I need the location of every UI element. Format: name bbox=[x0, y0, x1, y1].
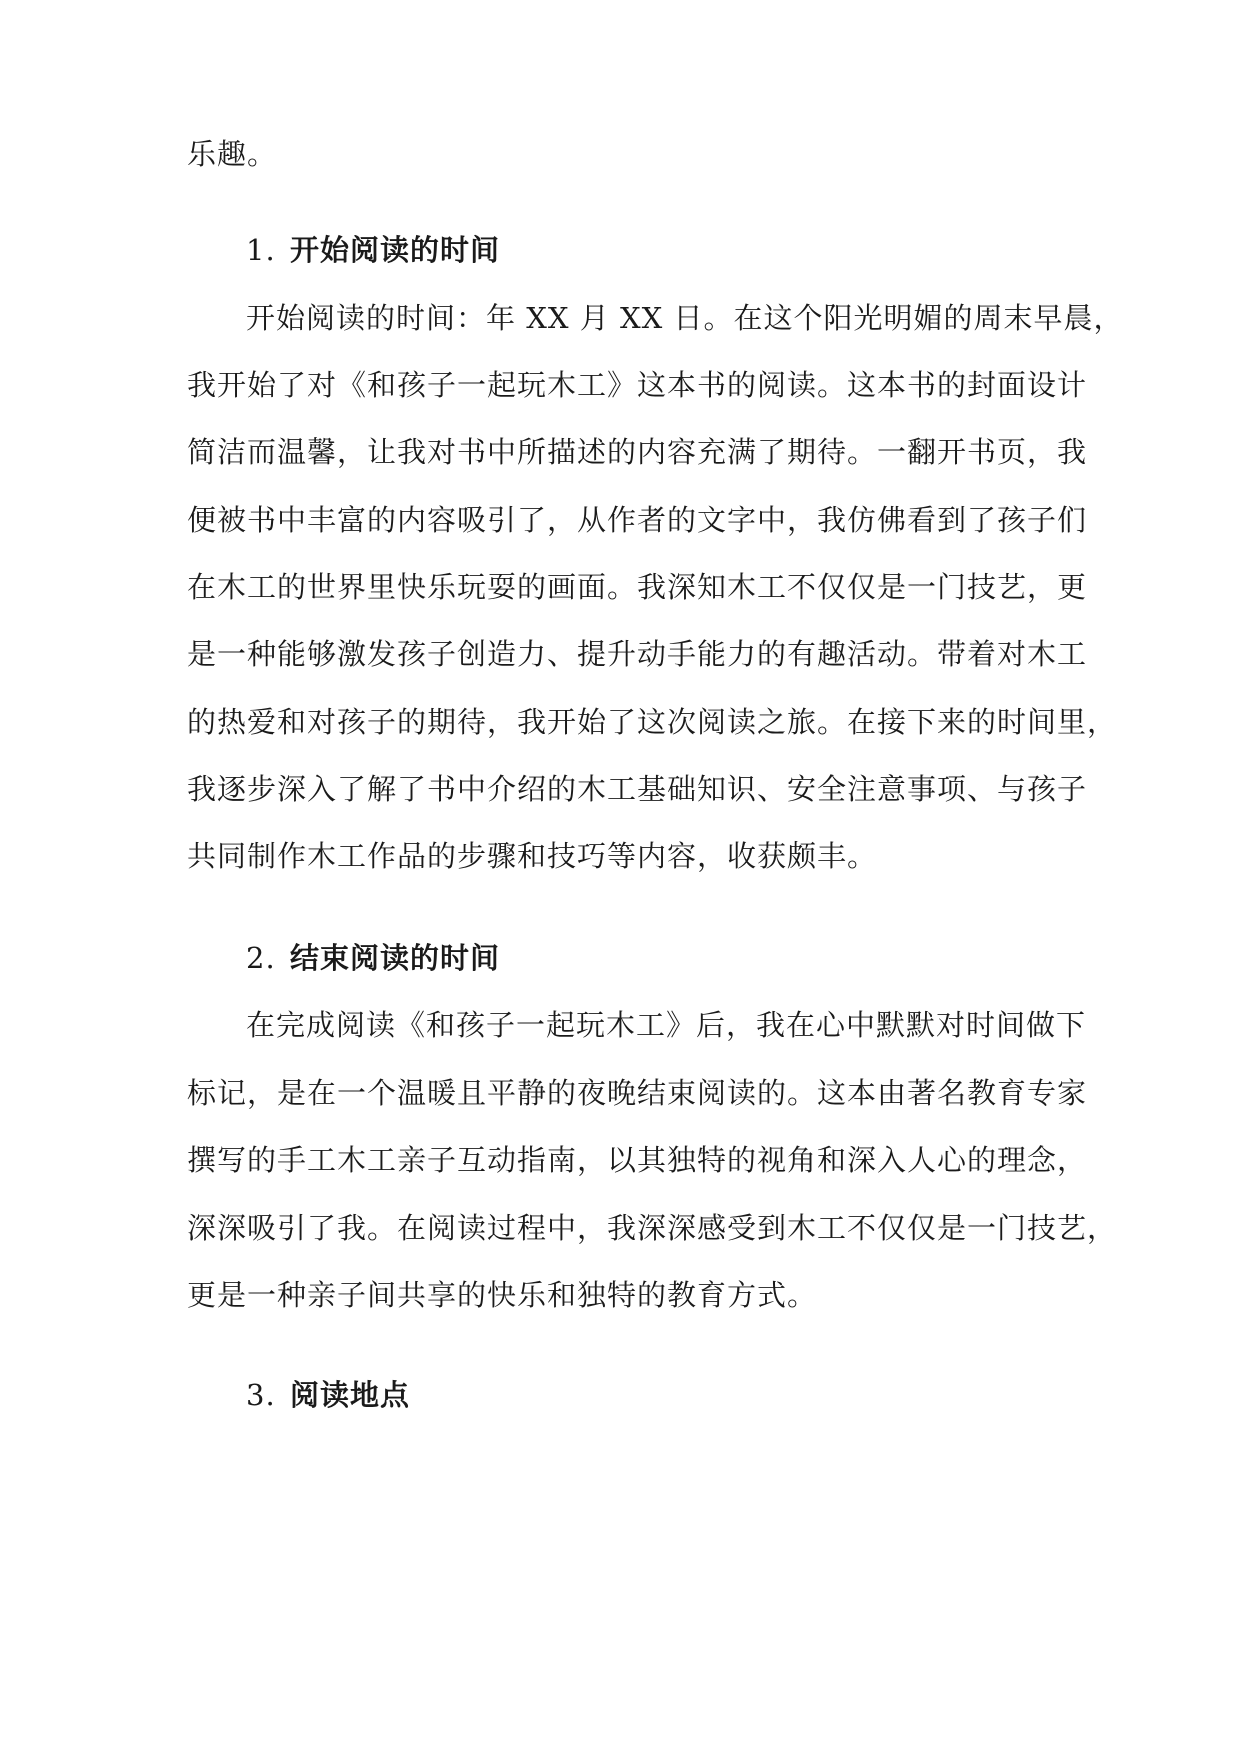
section-3-heading bbox=[246, 1375, 410, 1415]
section-2-number: 2. bbox=[246, 941, 276, 975]
section-1-number: 1. bbox=[246, 233, 276, 267]
paragraph-line: 更是一种亲子间共享的快乐和独特的教育方式。 bbox=[187, 1278, 818, 1312]
paragraph-line: 我逐步深入了解了书中介绍的木工基础知识、安全注意事项、与孩子 bbox=[187, 772, 1088, 806]
paragraph-line: 在木工的世界里快乐玩耍的画面。我深知木工不仅仅是一门技艺，更 bbox=[187, 570, 1088, 604]
section-1-title: 开始阅读的时间 bbox=[290, 233, 501, 267]
section-1-heading bbox=[246, 230, 500, 270]
section-3-number: 3. bbox=[246, 1378, 276, 1412]
paragraph-line: 是一种能够激发孩子创造力、提升动手能力的有趣活动。带着对木工 bbox=[187, 637, 1088, 671]
section-2-title: 结束阅读的时间 bbox=[290, 941, 501, 975]
paragraph-line: 撰写的手工木工亲子互动指南，以其独特的视角和深入人心的理念， bbox=[187, 1143, 1088, 1177]
paragraph-line: 我开始了对《和孩子一起玩木工》这本书的阅读。这本书的封面设计 bbox=[187, 368, 1088, 402]
paragraph-line: 在完成阅读《和孩子一起玩木工》后，我在心中默默对时间做下 bbox=[246, 1008, 1087, 1042]
paragraph-line: 标记，是在一个温暖且平静的夜晚结束阅读的。这本由著名教育专家 bbox=[187, 1076, 1088, 1110]
paragraph-line: 开始阅读的时间：年 XX 月 XX 日。在这个阳光明媚的周末早晨， bbox=[246, 301, 1124, 335]
paragraph-line: 的热爱和对孩子的期待，我开始了这次阅读之旅。在接下来的时间里， bbox=[187, 705, 1118, 739]
intro-tail-text: 乐趣。 bbox=[187, 137, 278, 171]
paragraph-line: 便被书中丰富的内容吸引了，从作者的文字中，我仿佛看到了孩子们 bbox=[187, 503, 1088, 537]
section-3-title: 阅读地点 bbox=[290, 1378, 411, 1412]
paragraph-line: 共同制作木工作品的步骤和技巧等内容，收获颇丰。 bbox=[187, 839, 878, 873]
paragraph-line: 深深吸引了我。在阅读过程中，我深深感受到木工不仅仅是一门技艺， bbox=[187, 1211, 1118, 1245]
section-2-heading bbox=[246, 938, 500, 978]
paragraph-line: 简洁而温馨，让我对书中所描述的内容充满了期待。一翻开书页，我 bbox=[187, 435, 1088, 469]
